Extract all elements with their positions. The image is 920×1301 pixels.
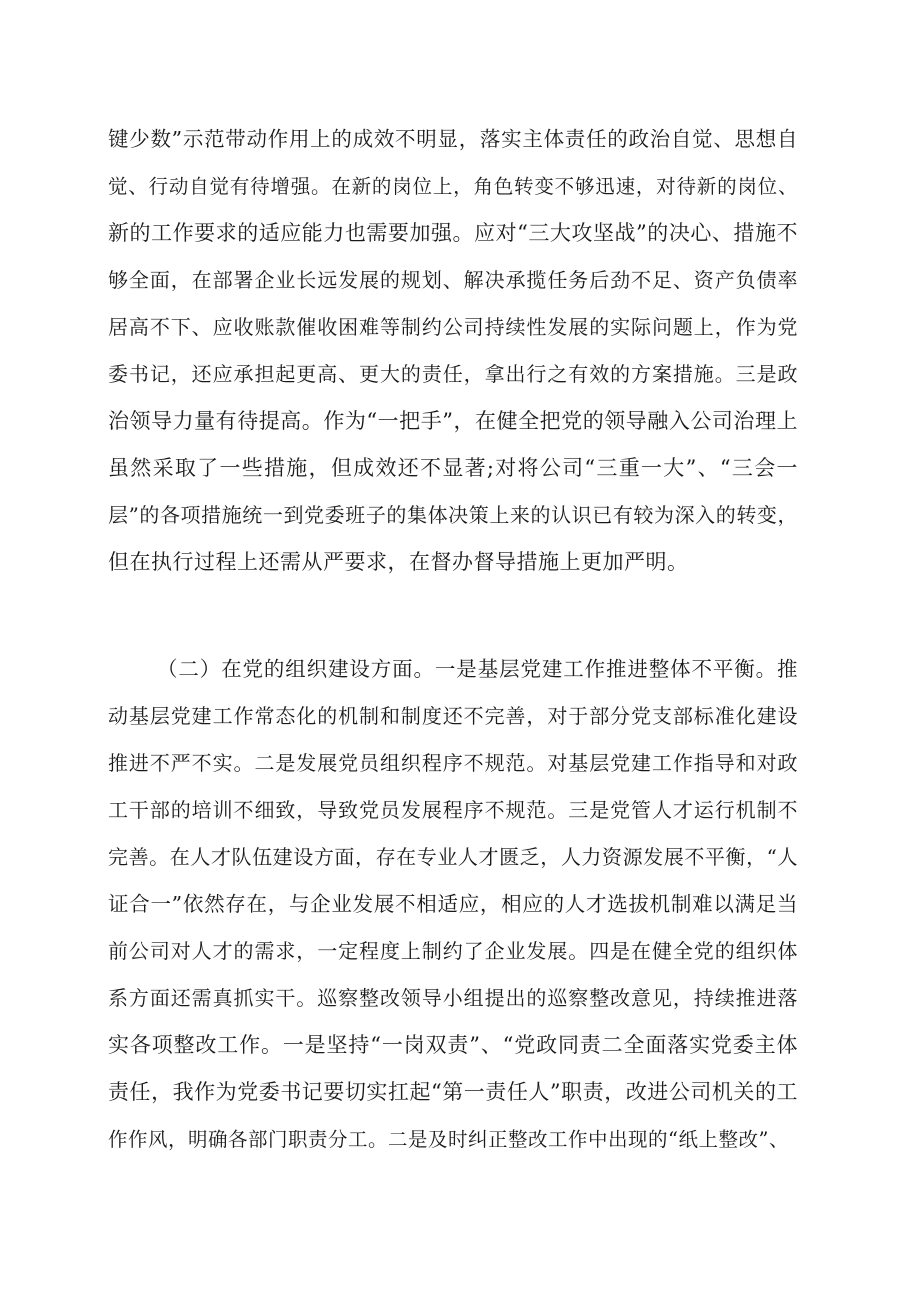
text-line: 系方面还需真抓实干。巡察整改领导小组提出的巡察整改意见，持续推进落 [108, 986, 798, 1010]
paragraph-2 [108, 646, 798, 1163]
text-line: 责任，我作为党委书记要切实扛起“第一责任人”职责，改进公司机关的工 [108, 1080, 798, 1104]
text-line: 作作风，明确各部门职责分工。二是及时纠正整改工作中出现的“纸上整改”、 [108, 1128, 789, 1151]
text-line: 够全面，在部署企业长远发展的规划、解决承揽任务后劲不足、资产负债率 [108, 268, 798, 292]
text-line: 觉、行动自觉有待增强。在新的岗位上，角色转变不够迅速，对待新的岗位、 [108, 175, 798, 198]
text-line: 但在执行过程上还需从严要求，在督办督导措施上更加严明。 [108, 550, 689, 574]
text-line: 工干部的培训不细致，导致党员发展程序不规范。三是党管人才运行机制不 [108, 798, 798, 822]
text-line: 证合一”依然存在，与企业发展不相适应，相应的人才选拔机制难以满足当 [108, 892, 798, 916]
text-line: 实各项整改工作。一是坚持“一岗双责”、“党政同责二全面落实党委主体 [108, 1033, 798, 1057]
text-line: 治领导力量有待提高。作为“一把手”，在健全把党的领导融入公司治理上 [108, 409, 798, 433]
text-line: 新的工作要求的适应能力也需要加强。应对“三大攻坚战”的决心、措施不 [108, 221, 798, 245]
text-line: 完善。在人才队伍建设方面，存在专业人才匮乏，人力资源发展不平衡，“人 [108, 845, 798, 869]
text-line: 层”的各项措施统一到党委班子的集体决策上来的认识已有较为深入的转变， [108, 503, 798, 527]
paragraph-1 [108, 116, 798, 586]
text-line: 推进不严不实。二是发展党员组织程序不规范。对基层党建工作指导和对政 [108, 751, 798, 775]
section-heading-line: （二）在党的组织建设方面。一是基层党建工作推进整体不平衡。推 [157, 657, 798, 681]
text-line: 动基层党建工作常态化的机制和制度还不完善，对于部分党支部标准化建设 [108, 704, 798, 728]
text-line: 键少数”示范带动作用上的成效不明显，落实主体责任的政治自觉、思想自 [108, 127, 798, 151]
text-line: 虽然采取了一些措施，但成效还不显著;对将公司“三重一大”、“三会一 [108, 456, 798, 480]
text-line: 前公司对人才的需求，一定程度上制约了企业发展。四是在健全党的组织体 [108, 939, 798, 963]
text-line: 委书记，还应承担起更高、更大的责任，拿出行之有效的方案措施。三是政 [108, 362, 798, 386]
text-line: 居高不下、应收账款催收困难等制约公司持续性发展的实际问题上，作为党 [108, 315, 798, 339]
